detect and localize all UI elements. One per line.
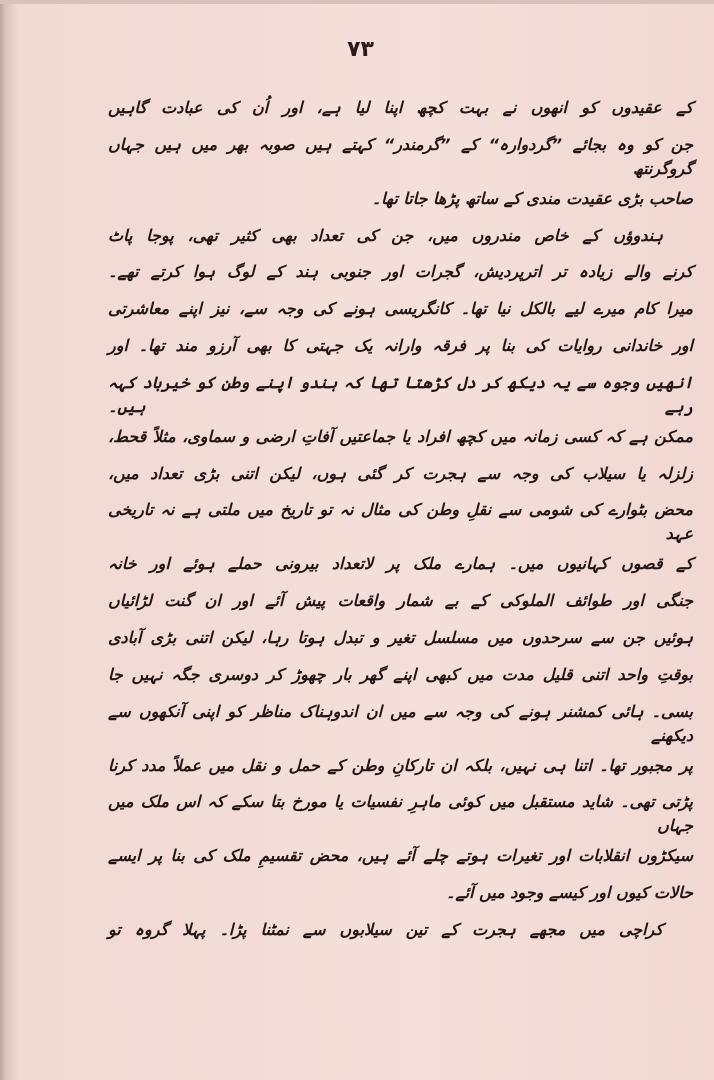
text-line: جن کو وہ بجائے ”گردوارہ“ کے ”گرمندر“ کہتے ہیں صوبہ بھر میں ہیں جہاں گروگرنتھ — [108, 134, 693, 178]
text-line: بسی۔ ہائی کمشنر ہونے کی وجہ سے میں ان اندوہناک مناظر کو اپنی آنکھوں سے دیکھنے — [108, 701, 693, 745]
text-line: کراچی میں مجھے ہجرت کے تین سیلابوں سے نمٹنا پڑا۔ پہلا گروہ تو — [108, 919, 663, 939]
text-line: انھیں وجوہ سے یہ دیکھ کر دل کڑھتا تھا کہ ہندو اپنے وطن کو خیرباد کہہ رہے ہیں۔ — [108, 372, 693, 416]
text-line: ہوئیں جن سے سرحدوں میں مسلسل تغیر و تبدل ہوتا رہا، لیکن اتنی بڑی آبادی — [108, 627, 693, 647]
text-line: پر مجبور تھا۔ اتنا ہی نہیں، بلکہ ان تارکانِ وطن کے حمل و نقل میں عملاً مدد کرنا — [108, 755, 693, 775]
page-number: ۷۳ — [347, 37, 374, 62]
text-line: پڑتی تھی۔ شاید مستقبل میں کوئی ماہرِ نفسیات یا مورخ بتا سکے کہ اس ملک میں جہاں — [108, 792, 693, 836]
text-line: کرنے والے زیادہ تر اترپردیش، گجرات اور جنوبی ہند کے لوگ ہوا کرتے تھے۔ — [108, 262, 693, 282]
text-line: محض بٹوارے کی شومی سے نقلِ وطن کی مثال نہ تو تاریخ میں ملتی ہے نہ تاریخی عہد — [108, 500, 693, 544]
text-line: اور خاندانی روایات کی بنا پر فرقہ وارانہ یک جہتی کا بھی آرزو مند تھا۔ اور — [108, 335, 693, 355]
text-line: ممکن ہے کہ کسی زمانہ میں کچھ افراد یا جماعتیں آفاتِ ارضی و سماوی، مثلاً قحط، — [108, 426, 693, 446]
text-line: حالات کیوں اور کیسے وجود میں آئے۔ — [445, 883, 693, 903]
text-line: سیکڑوں انقلابات اور تغیرات ہوتے چلے آئے ہیں، محض تقسیمِ ملک کی بنا پر ایسے — [108, 846, 693, 866]
text-line: ہندوؤں کے خاص مندروں میں، جن کی تعداد بھی کثیر تھی، پوجا پاٹ — [108, 225, 663, 245]
text-line: صاحب بڑی عقیدت مندی کے ساتھ پڑھا جاتا تھا۔ — [371, 188, 693, 208]
text-line: بوقتِ واحد اتنی قلیل مدت میں کبھی اپنے گھر بار چھوڑ کر دوسری جگہ نہیں جا — [108, 664, 693, 684]
text-line: کے عقیدوں کو انھوں نے بہت کچھ اپنا لیا ہے، اور اُن کی عبادت گاہیں — [108, 98, 693, 117]
page-text — [108, 90, 693, 949]
text-line: زلزلہ یا سیلاب کی وجہ سے ہجرت کر گئی ہوں، لیکن اتنی بڑی تعداد میں، — [108, 463, 693, 483]
text-line: میرا کام میرے لیے بالکل نیا تھا۔ کانگریسی ہونے کی وجہ سے، نیز اپنے معاشرتی — [108, 299, 693, 319]
text-line: کے قصوں کہانیوں میں۔ ہمارے ملک پر لاتعداد بیرونی حملے ہوئے اور خانہ — [108, 554, 693, 574]
text-line: جنگی اور طوائف الملوکی کے بے شمار واقعات پیش آئے اور ان گنت لڑائیاں — [108, 591, 694, 611]
